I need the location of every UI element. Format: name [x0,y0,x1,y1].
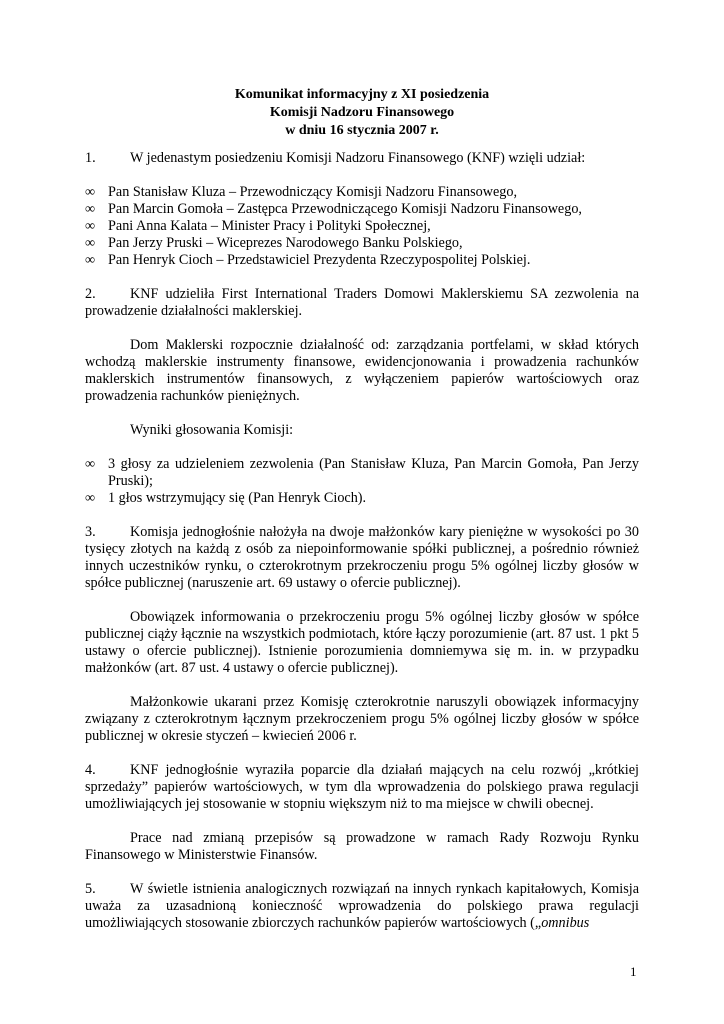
title-line-2: Komisji Nadzoru Finansowego [269,105,455,120]
participant-text: Pan Stanisław Kluza – Przewodniczący Komisji Nadzoru Finansowego, [108,184,517,200]
votes-intro: Wyniki głosowania Komisji: [130,422,294,438]
participant-text: Pani Anna Kalata – Minister Pracy i Polityki Społecznej, [108,218,431,234]
section-4-text: KNF jednogłośnie wyraziła poparcie dla działań mających na celu rozwój „krótkiej sprzedaży” papierów wartościowych, w tym dla wprowadzenia do polskiego prawa regulacji umożliwiających jej stosowanie w stopniu większym niż to ma miejsce w chwili obecnej. [85,762,639,812]
section-3-paragraph-3: Małżonkowie ukarani przez Komisję czterokrotnie naruszyli obowiązek informacyjny związany z czterokrotnym łącznym przekroczeniem progu 5% ogólnej liczby głosów w spółce publicznej w okresie styczeń – kwiecień 2006 r. [85,694,639,744]
list-item [85,490,639,507]
section-3-text: Komisja jednogłośnie nałożyła na dwoje małżonków kary pieniężne w wysokości po 30 tysięcy złotych na każdą z osób za niepoinformowanie spółki publicznej, a pośrednio również innych uczestników rynku, o czterokrotnym przekroczeniu progu 5% ogólnej liczby głosów w spółce publicznej (naruszenie art. 69 ustawy o ofercie publicznej). [85,524,639,591]
infinity-bullet-icon: ∞ [85,201,96,217]
section-1-text: W jedenastym posiedzeniu Komisji Nadzoru Finansowego (KNF) wzięli udział: [130,150,586,166]
list-item [85,184,639,201]
section-2-number: 2. [85,286,96,302]
section-4-paragraph-2: Prace nad zmianą przepisów są prowadzone w ramach Rady Rozwoju Rynku Finansowego w Ministerstwie Finansów. [85,830,639,863]
section-2-paragraph-2: Dom Maklerski rozpocznie działalność od: zarządzania portfelami, w skład których wchodzą maklerskie instrumenty finansowe, ewidencjonowania i prowadzenia rachunków maklerskich instrumentów finansowych, z wyłączeniem papierów wartościowych oraz prowadzenia rachunków pieniężnych. [85,337,639,404]
infinity-bullet-icon: ∞ [85,218,96,234]
section-4-intro [85,762,639,813]
vote-text: 1 głos wstrzymujący się (Pan Henryk Cioch). [108,490,367,506]
section-4-number: 4. [85,762,96,778]
participant-text: Pan Marcin Gomoła – Zastępca Przewodniczącego Komisji Nadzoru Finansowego, [108,201,582,217]
section-3-number: 3. [85,524,96,540]
section-5-intro [85,881,639,932]
list-item [85,456,639,490]
participant-text: Pan Henryk Cioch – Przedstawiciel Prezydenta Rzeczypospolitej Polskiej. [108,252,531,268]
list-item [85,218,639,235]
section-2-text: KNF udzieliła First International Traders Domowi Maklerskiemu SA zezwolenia na prowadzenie działalności maklerskiej. [85,286,639,319]
section-5-text: W świetle istnienia analogicznych rozwiązań na innych rynkach kapitałowych, Komisja uważa za uzasadnioną konieczność wprowadzenia do polskiego prawa regulacji umożliwiających stosowanie zbiorczych rachunków papierów wartościowych („ [85,881,639,931]
title-line-3: w dniu 16 stycznia 2007 r. [285,123,439,138]
participants-list [85,184,639,269]
participant-text: Pan Jerzy Pruski – Wiceprezes Narodowego Banku Polskiego, [108,235,463,251]
infinity-bullet-icon: ∞ [85,252,96,268]
document-title [0,86,724,140]
vote-text: 3 głosy za udzieleniem zezwolenia (Pan Stanisław Kluza, Pan Marcin Gomoła, Pan Jerzy Pruski); [108,456,639,489]
list-item [85,235,639,252]
infinity-bullet-icon: ∞ [85,456,96,472]
section-1-number: 1. [85,150,96,166]
document-body [85,150,639,932]
title-line-1: Komunikat informacyjny z XI posiedzenia [234,87,490,102]
section-2-intro [85,286,639,320]
infinity-bullet-icon: ∞ [85,184,96,200]
infinity-bullet-icon: ∞ [85,490,96,506]
list-item [85,252,639,269]
section-5-number: 5. [85,881,96,897]
section-1-intro [85,150,639,167]
section-5-italic-term: omnibus [541,915,590,931]
section-3-paragraph-2: Obowiązek informowania o przekroczeniu progu 5% ogólnej liczby głosów w spółce publicznej ciąży łącznie na wszystkich podmiotach, które łączy porozumienie (art. 87 ust. 1 pkt 5 ustawy o ofercie publicznej). Istnienie porozumienia domniemywa się m. in. w przypadku małżonków (art. 87 ust. 4 ustawy o ofercie publicznej). [85,609,639,676]
infinity-bullet-icon: ∞ [85,235,96,251]
list-item [85,201,639,218]
section-3-intro [85,524,639,592]
page-number: 1 [630,964,637,979]
votes-list [85,456,639,507]
